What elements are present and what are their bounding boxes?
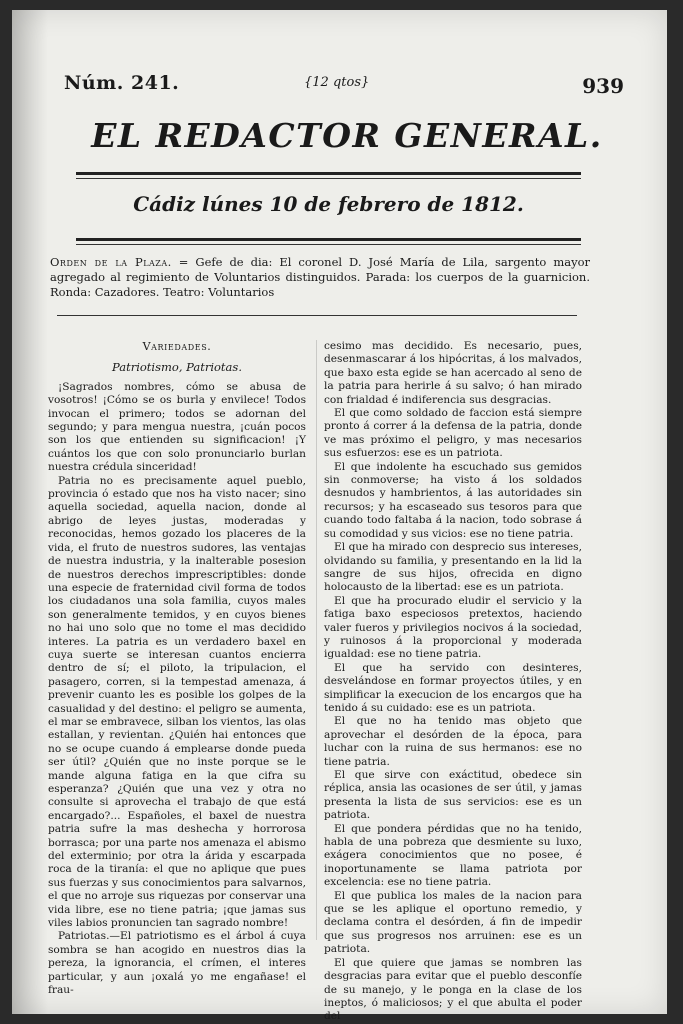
article-column-left [48,340,306,998]
header-row [64,72,624,102]
paragraph: ¡Sagrados nombres, cómo se abusa de vosotros! ¡Cómo se os burla y envilece! Todos invocan el primero; todos se adornan del segundo; y para mengua nuestra, ¡cuán pocos son los que entienden su significacion! ¡Y cuántos los que con solo pronunciarlo burlan nuestra crédula sinceridad! [48,380,306,474]
issue-number: Núm. 241. [64,72,180,94]
article-title: Patriotismo, Patriotas. [112,360,242,375]
section-separator [57,315,577,316]
page-number: 939 [582,74,624,98]
paragraph: El que sirve con exáctitud, obedece sin réplica, ansia las ocasiones de ser útil, y jamas presenta la lista de sus servicios: ese es un patriota. [324,769,582,822]
dateline: Cádiz lúnes 10 de febrero de 1812. [133,192,524,216]
masthead-title: EL REDACTOR GENERAL. [91,116,603,155]
paragraph: El que quiere que jamas se nombren las desgracias para evitar que el pueblo desconfíe de su manejo, y le ponga en la clase de los ineptos, ó maliciosos; y el que abulta el poder del [324,956,582,1023]
paragraph: El que ha procurado eludir el servicio y la fatiga baxo especiosos pretextos, haciendo valer fueros y privilegios nocivos á la sociedad, y ruinosos á la proporcional y moderada igualdad: ese no tiene patria. [324,594,582,661]
orden-label: Orden de la Plaza. [50,255,172,269]
article-column-right [324,340,582,1024]
dateline-rule-top [76,238,581,241]
paragraph: El que ha mirado con desprecio sus intereses, olvidando su familia, y presentando en la lid la sangre de sus hijos, ofrecida en digno holocausto de la libertad: ese es un patriota. [324,541,582,594]
paragraph: cesimo mas decidido. Es necesario, pues, desenmascarar á los hipócritas, á los malvados, que baxo esta egide se han acercado al seno de la patria para herirle á su salvo; ó han mirado con frialdad é indiferencia sus desgracias. [324,340,582,406]
page-spine-shadow [12,10,48,1014]
issue-price: {12 qtos} [304,75,370,90]
masthead-rule-bottom [76,178,581,179]
paragraph: El que pondera pérdidas que no ha tenido, habla de una pobreza que desmiente su luxo, exágera conocimientos que no posee, é inoportunamente se llama patriota por excelencia: ese no tiene patria. [324,822,582,889]
masthead-rule-top [76,172,581,175]
orden-text: = Gefe de dia: El coronel D. José María de Lila, sargento mayor agregado al regimiento de Voluntarios distinguidos. Parada: los cuerpos de la guarnicion. Ronda: Cazadores. Teatro: Voluntarios [50,255,590,299]
paragraph: El que ha servido con desinteres, desvelándose en formar proyectos útiles, y en simplificar la execucion de los encargos que ha tenido á su cuidado: ese es un patriota. [324,661,582,714]
paragraph: El que publica los males de la nacion para que se les aplique el oportuno remedio, y declama contra el desórden, á fin de impedir que sus progresos nos arruinen: ese es un patriota. [324,889,582,956]
dateline-rule-bottom [76,244,581,245]
orden-de-la-plaza [50,255,590,300]
column-divider [316,340,317,940]
paragraph: El que no ha tenido mas objeto que aprovechar el desórden de la época, para luchar con la ruina de sus hermanos: ese no tiene patria. [324,715,582,768]
newspaper-page [12,10,667,1023]
paragraph: El que como soldado de faccion está siempre pronto á correr á la defensa de la patria, donde ve mas próximo el peligro, y mas necesarios sus esfuerzos: ese es un patriota. [324,407,582,460]
section-heading: Variedades. [142,340,212,353]
paragraph: El que indolente ha escuchado sus gemidos sin conmoverse; ha visto á los soldados desnudos y hambrientos, á las autoridades sin recursos; y ha escaseado sus tesoros para que cuando todo faltaba á la nacion, todo sobrase á su comodidad y sus vicios: ese no tiene patria. [324,460,582,540]
paragraph: Patriotas.—El patriotismo es el árbol á cuya sombra se han acogido en nuestros dias la pereza, la ignorancia, el crímen, el interes particular, y aun ¡oxalá yo me engañase! el frau- [48,930,306,997]
paragraph: Patria no es precisamente aquel pueblo, provincia ó estado que nos ha visto nacer; sino aquella sociedad, aquella nacion, donde al abrigo de leyes justas, moderadas y reconocidas, hemos gozado los placeres de la vida, el fruto de nuestros sudores, las ventajas de nuestra industria, y la inalterable posesion de nuestros derechos imprescriptibles: donde una especie de fraternidad civil forma de todos los ciudadanos una sola familia, cuyos males son generalmente temidos, y en cuyos bienes no hai uno solo que no tome el mas decidido interes. La patria es un verdadero baxel en cuya suerte se interesan cuantos encierra dentro de sí; el piloto, la tripulacion, el pasagero, corren, si la tempestad amenaza, á prevenir cuanto les es posible los golpes de la casualidad y del destino: el peligro se aumenta, el mar se embravece, silban los vientos, las olas estallan, y revientan. ¿Quién hai entonces que no se ocupe cuando á emplearse donde pueda ser útil? ¿Quién que no inste porque se le mande alguna fatiga en la que cifra su esperanza? ¿Quién que una vez y otra no consulte si aprovecha el trabajo de que está encargado?... Españoles, el baxel de nuestra patria sufre la mas deshecha y horrorosa borrasca; por una parte nos amenaza el abismo del exterminio; por otra la árida y escarpada roca de la tiranía: el que no aplique que pues sus fuerzas y sus conocimientos para salvarnos, el que no arroje sus riquezas por conservar una vida libre, ese no tiene patria; ¡que jamas sus viles labios pronuncien tan sagrado nombre! [48,474,306,930]
